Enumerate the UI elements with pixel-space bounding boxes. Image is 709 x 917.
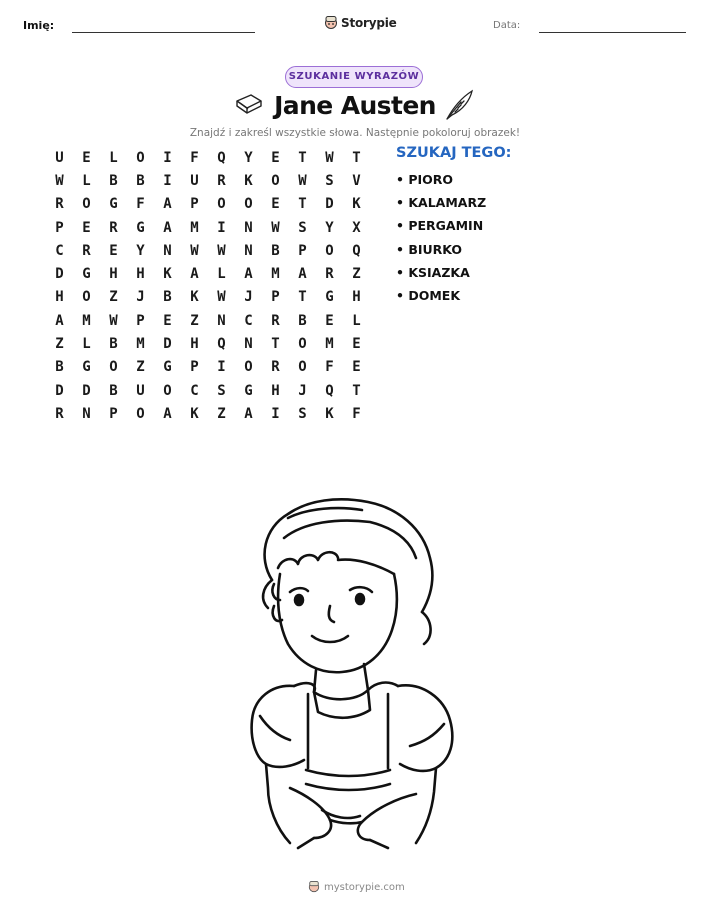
grid-cell: W	[217, 289, 226, 306]
grid-cell: H	[55, 289, 64, 306]
grid-cell: P	[271, 289, 280, 306]
grid-cell: E	[82, 219, 91, 236]
word-list-item: • BIURKO	[396, 241, 463, 257]
grid-cell: N	[82, 405, 91, 422]
grid-cell: O	[82, 196, 91, 213]
grid-cell: U	[190, 172, 199, 189]
grid-cell: A	[55, 312, 64, 329]
grid-cell: A	[190, 266, 199, 283]
grid-cell: W	[190, 242, 199, 259]
grid-cell: O	[271, 172, 280, 189]
grid-cell: A	[163, 219, 172, 236]
grid-cell: Y	[325, 219, 334, 236]
grid-cell: Z	[352, 266, 361, 283]
grid-cell: R	[82, 242, 91, 259]
grid-cell: Q	[217, 149, 226, 166]
footer	[308, 880, 405, 894]
grid-cell: N	[217, 312, 226, 329]
storypie-logo-icon	[324, 15, 338, 31]
grid-cell: J	[244, 289, 253, 306]
grid-cell: Q	[325, 382, 334, 399]
grid-cell: L	[217, 266, 226, 283]
grid-cell: T	[298, 196, 307, 213]
grid-cell: B	[55, 359, 64, 376]
mystorypie-logo-icon	[308, 880, 320, 894]
grid-cell: T	[352, 149, 361, 166]
grid-cell: W	[298, 172, 307, 189]
grid-cell: F	[325, 359, 334, 376]
grid-cell: B	[136, 172, 145, 189]
grid-cell: O	[298, 359, 307, 376]
grid-cell: G	[82, 266, 91, 283]
grid-cell: H	[190, 336, 199, 353]
word-list-item: • DOMEK	[396, 287, 461, 303]
word-list-item: • PIORO	[396, 172, 454, 187]
grid-cell: G	[82, 359, 91, 376]
grid-cell: R	[271, 359, 280, 376]
grid-cell: I	[217, 219, 226, 236]
brand	[324, 14, 397, 32]
grid-cell: K	[190, 405, 199, 422]
grid-cell: I	[163, 149, 172, 166]
grid-cell: C	[55, 242, 64, 259]
grid-cell: G	[163, 359, 172, 376]
grid-cell: D	[325, 196, 334, 213]
word-list-title: SZUKAJ TEGO:	[396, 145, 512, 161]
grid-cell: K	[244, 172, 253, 189]
grid-cell: M	[325, 336, 334, 353]
grid-cell: P	[190, 196, 199, 213]
grid-cell: P	[109, 405, 118, 422]
grid-cell: G	[109, 196, 118, 213]
grid-cell: B	[109, 172, 118, 189]
grid-cell: E	[163, 312, 172, 329]
word-list	[396, 171, 486, 310]
grid-cell: K	[325, 405, 334, 422]
grid-cell: A	[163, 405, 172, 422]
grid-cell: U	[136, 382, 145, 399]
grid-cell: R	[271, 312, 280, 329]
grid-cell: E	[352, 336, 361, 353]
grid-cell: F	[190, 149, 199, 166]
grid-cell: N	[163, 242, 172, 259]
grid-cell: P	[190, 359, 199, 376]
grid-cell: H	[352, 289, 361, 306]
grid-cell: C	[244, 312, 253, 329]
grid-cell: I	[217, 359, 226, 376]
grid-cell: W	[55, 172, 64, 189]
grid-cell: K	[352, 196, 361, 213]
grid-cell: S	[217, 382, 226, 399]
quill-icon	[443, 88, 475, 122]
grid-cell: W	[325, 149, 334, 166]
grid-cell: A	[298, 266, 307, 283]
grid-cell: O	[244, 196, 253, 213]
grid-cell: B	[163, 289, 172, 306]
grid-cell: D	[163, 336, 172, 353]
grid-cell: M	[271, 266, 280, 283]
date-line	[539, 32, 686, 33]
grid-cell: H	[109, 266, 118, 283]
grid-cell: O	[163, 382, 172, 399]
grid-cell: T	[271, 336, 280, 353]
name-line	[72, 32, 255, 33]
grid-cell: J	[136, 289, 145, 306]
grid-cell: I	[163, 172, 172, 189]
grid-cell: E	[82, 149, 91, 166]
grid-cell: D	[55, 382, 64, 399]
grid-cell: S	[325, 172, 334, 189]
grid-cell: E	[325, 312, 334, 329]
grid-cell: E	[271, 149, 280, 166]
grid-cell: T	[298, 149, 307, 166]
grid-cell: O	[82, 289, 91, 306]
jane-austen-portrait	[238, 488, 470, 853]
grid-cell: L	[82, 172, 91, 189]
grid-cell: B	[298, 312, 307, 329]
grid-cell: O	[217, 196, 226, 213]
grid-cell: H	[271, 382, 280, 399]
grid-cell: Z	[136, 359, 145, 376]
grid-cell: B	[109, 336, 118, 353]
grid-cell: Y	[136, 242, 145, 259]
grid-cell: E	[271, 196, 280, 213]
grid-cell: O	[298, 336, 307, 353]
grid-cell: Z	[109, 289, 118, 306]
word-list-item: • KALAMARZ	[396, 195, 487, 211]
grid-cell: K	[163, 266, 172, 283]
grid-cell: W	[271, 219, 280, 236]
grid-cell: N	[244, 219, 253, 236]
grid-cell: E	[109, 242, 118, 259]
grid-cell: C	[190, 382, 199, 399]
grid-cell: I	[271, 405, 280, 422]
grid-cell: O	[136, 149, 145, 166]
word-list-item: • PERGAMIN	[396, 218, 484, 234]
grid-cell: D	[82, 382, 91, 399]
grid-cell: F	[352, 405, 361, 422]
grid-cell: L	[109, 149, 118, 166]
grid-cell: L	[352, 312, 361, 329]
grid-cell: M	[136, 336, 145, 353]
grid-cell: V	[352, 172, 361, 189]
grid-cell: Z	[217, 405, 226, 422]
grid-cell: O	[109, 359, 118, 376]
grid-cell: U	[55, 149, 64, 166]
grid-cell: G	[325, 289, 334, 306]
grid-cell: O	[136, 405, 145, 422]
grid-cell: S	[298, 219, 307, 236]
grid-cell: W	[217, 242, 226, 259]
page-title: Jane Austen	[274, 91, 436, 120]
grid-cell: A	[163, 196, 172, 213]
grid-cell: G	[244, 382, 253, 399]
grid-cell: J	[298, 382, 307, 399]
grid-cell: B	[109, 382, 118, 399]
grid-cell: F	[136, 196, 145, 213]
grid-cell: A	[244, 266, 253, 283]
grid-cell: O	[244, 359, 253, 376]
grid-cell: M	[82, 312, 91, 329]
grid-cell: R	[55, 196, 64, 213]
grid-cell: N	[244, 336, 253, 353]
date-label: Data:	[493, 20, 521, 31]
brand-name: Storypie	[341, 16, 397, 30]
grid-cell: R	[217, 172, 226, 189]
grid-cell: T	[352, 382, 361, 399]
grid-cell: T	[298, 289, 307, 306]
grid-cell: Q	[352, 242, 361, 259]
grid-cell: Q	[217, 336, 226, 353]
name-label: Imię:	[23, 19, 55, 32]
grid-cell: A	[244, 405, 253, 422]
activity-badge: SZUKANIE WYRAZÓW	[285, 66, 423, 88]
grid-cell: N	[244, 242, 253, 259]
grid-cell: P	[55, 219, 64, 236]
grid-cell: D	[55, 266, 64, 283]
grid-cell: P	[136, 312, 145, 329]
word-search-grid	[46, 146, 370, 426]
grid-cell: B	[271, 242, 280, 259]
grid-cell: X	[352, 219, 361, 236]
grid-cell: R	[109, 219, 118, 236]
grid-cell: Y	[244, 149, 253, 166]
grid-cell: G	[136, 219, 145, 236]
grid-cell: O	[325, 242, 334, 259]
grid-cell: Z	[190, 312, 199, 329]
grid-cell: K	[190, 289, 199, 306]
word-list-item: • KSIAZKA	[396, 264, 470, 280]
footer-url: mystorypie.com	[324, 881, 405, 893]
instructions: Znajdź i zakreśl wszystkie słowa. Następnie pokoloruj obrazek!	[189, 127, 521, 139]
grid-cell: E	[352, 359, 361, 376]
grid-cell: W	[109, 312, 118, 329]
grid-cell: H	[136, 266, 145, 283]
grid-cell: R	[325, 266, 334, 283]
grid-cell: R	[55, 405, 64, 422]
grid-cell: L	[82, 336, 91, 353]
grid-cell: M	[190, 219, 199, 236]
grid-cell: Z	[55, 336, 64, 353]
grid-cell: S	[298, 405, 307, 422]
grid-cell: P	[298, 242, 307, 259]
